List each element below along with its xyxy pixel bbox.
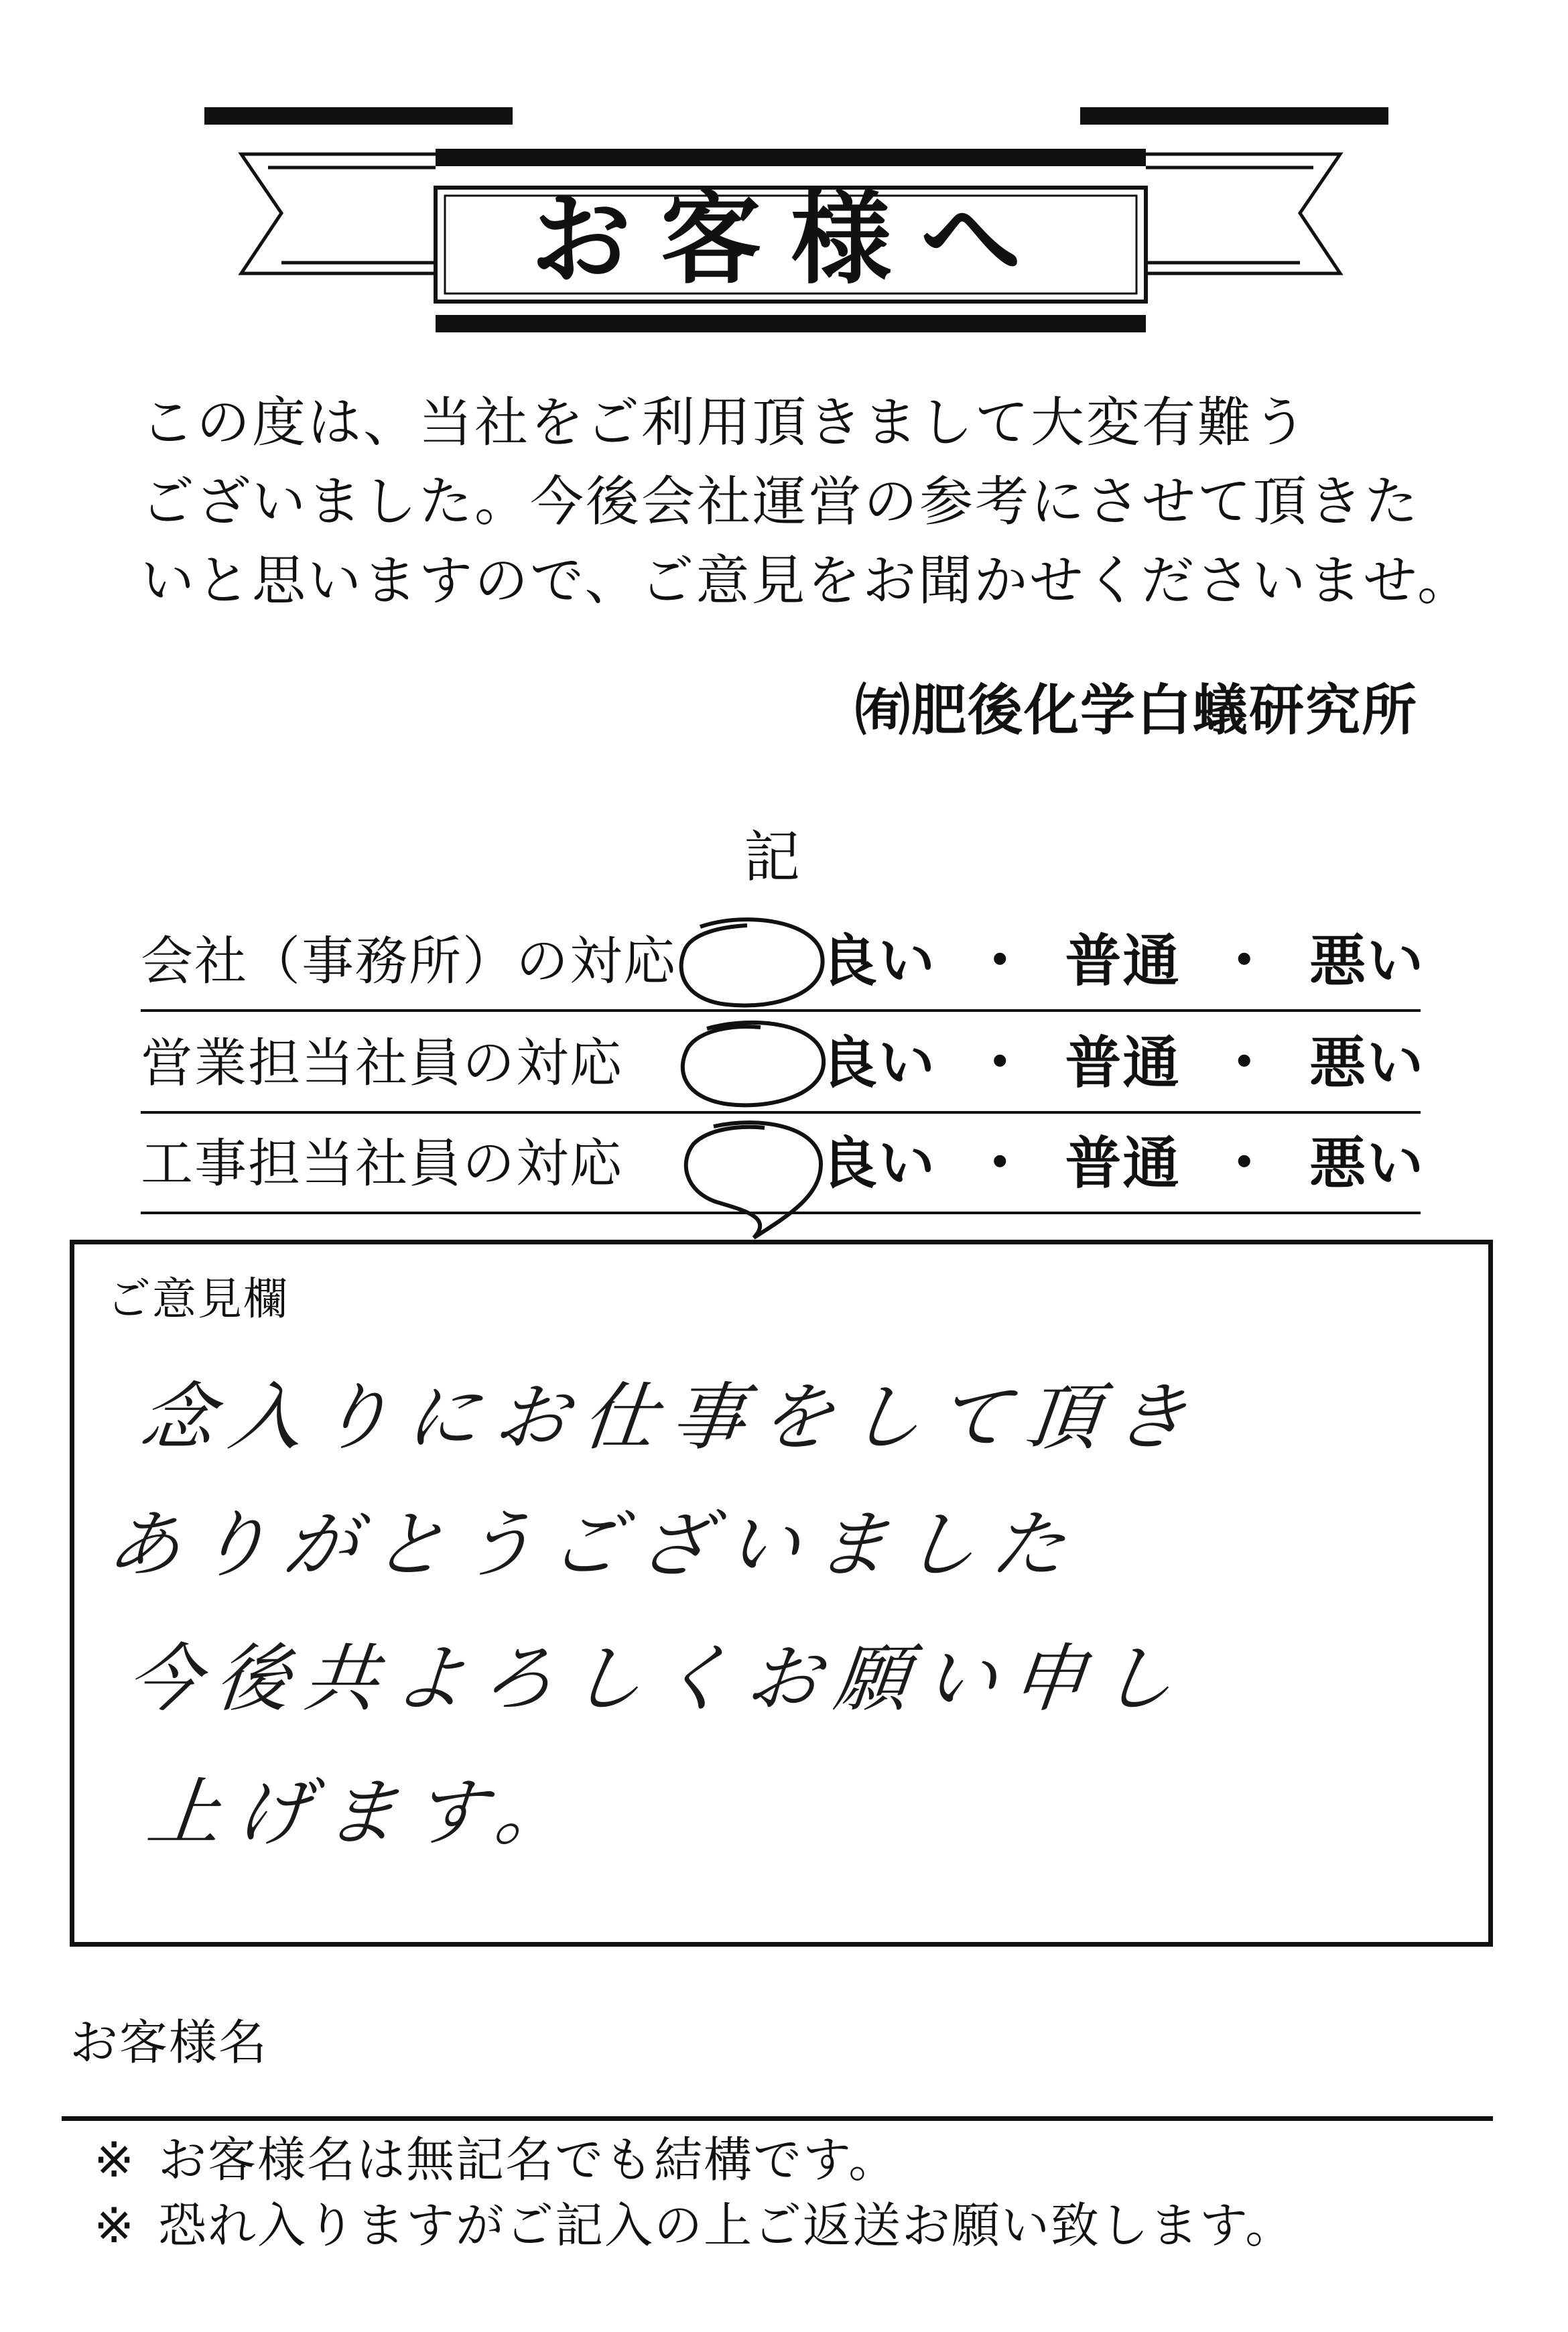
selection-circle-construction [673,1116,831,1250]
option-good[interactable]: 良い [821,1130,937,1196]
option-average[interactable]: 普通 [1065,928,1181,994]
intro-line: ございました。今後会社運営の参考にさせて頂きた [141,470,1420,533]
option-separator: ・ [1216,928,1274,994]
page-title: お客様へ [530,180,1051,298]
footer-notes [94,2127,1295,2258]
option-bad[interactable]: 悪い [1309,1030,1425,1096]
evaluation-options [821,1018,1425,1099]
option-good[interactable]: 良い [821,928,937,994]
handwritten-comment-line: 念入りにお仕事をして頂き [136,1374,1207,1460]
option-separator: ・ [1216,1030,1274,1096]
option-good[interactable]: 良い [821,1030,937,1096]
handwritten-comment-line: ありがとうございました [103,1502,1085,1588]
note-mark: ※ [94,2197,136,2254]
comment-box[interactable] [70,1240,1493,1947]
option-separator: ・ [972,928,1030,994]
note-line: ※ 恐れ入りますがご記入の上ご返送お願い致します。 [94,2193,1295,2258]
company-name: ㈲肥後化学白蟻研究所 [854,679,1418,742]
handwritten-comment-line: 今後共よろしくお願い申し [123,1636,1193,1722]
note-mark: ※ [94,2132,136,2188]
option-average[interactable]: 普通 [1065,1030,1181,1096]
intro-paragraph [141,383,1473,621]
evaluation-label: 会社（事務所）の対応 [141,931,677,992]
option-bad[interactable]: 悪い [1309,1130,1425,1196]
option-bad[interactable]: 悪い [1309,928,1425,994]
handwritten-comment-line: 上げます。 [143,1770,588,1856]
ki-heading: 記 [744,824,801,890]
evaluation-label: 工事担当社員の対応 [141,1134,624,1194]
customer-name-underline [62,2116,1493,2121]
option-average[interactable]: 普通 [1065,1130,1181,1196]
customer-name-label: お客様名 [70,2014,269,2071]
option-separator: ・ [1216,1130,1274,1196]
intro-line: この度は、当社をご利用頂きまして大変有難う [141,391,1309,454]
selection-circle-sales [673,1015,831,1116]
selection-circle-company [673,915,831,1015]
evaluation-options [821,1118,1425,1200]
comment-label: ご意見欄 [107,1273,289,1325]
option-separator: ・ [972,1030,1030,1096]
evaluation-label: 営業担当社員の対応 [141,1033,624,1094]
evaluation-options [821,916,1425,997]
option-separator: ・ [972,1130,1030,1196]
customer-name-field[interactable] [62,2037,1493,2116]
note-line: ※ お客様名は無記名でも結構です。 [94,2127,1295,2193]
intro-line: いと思いますので、ご意見をお聞かせくださいませ。 [141,549,1473,612]
